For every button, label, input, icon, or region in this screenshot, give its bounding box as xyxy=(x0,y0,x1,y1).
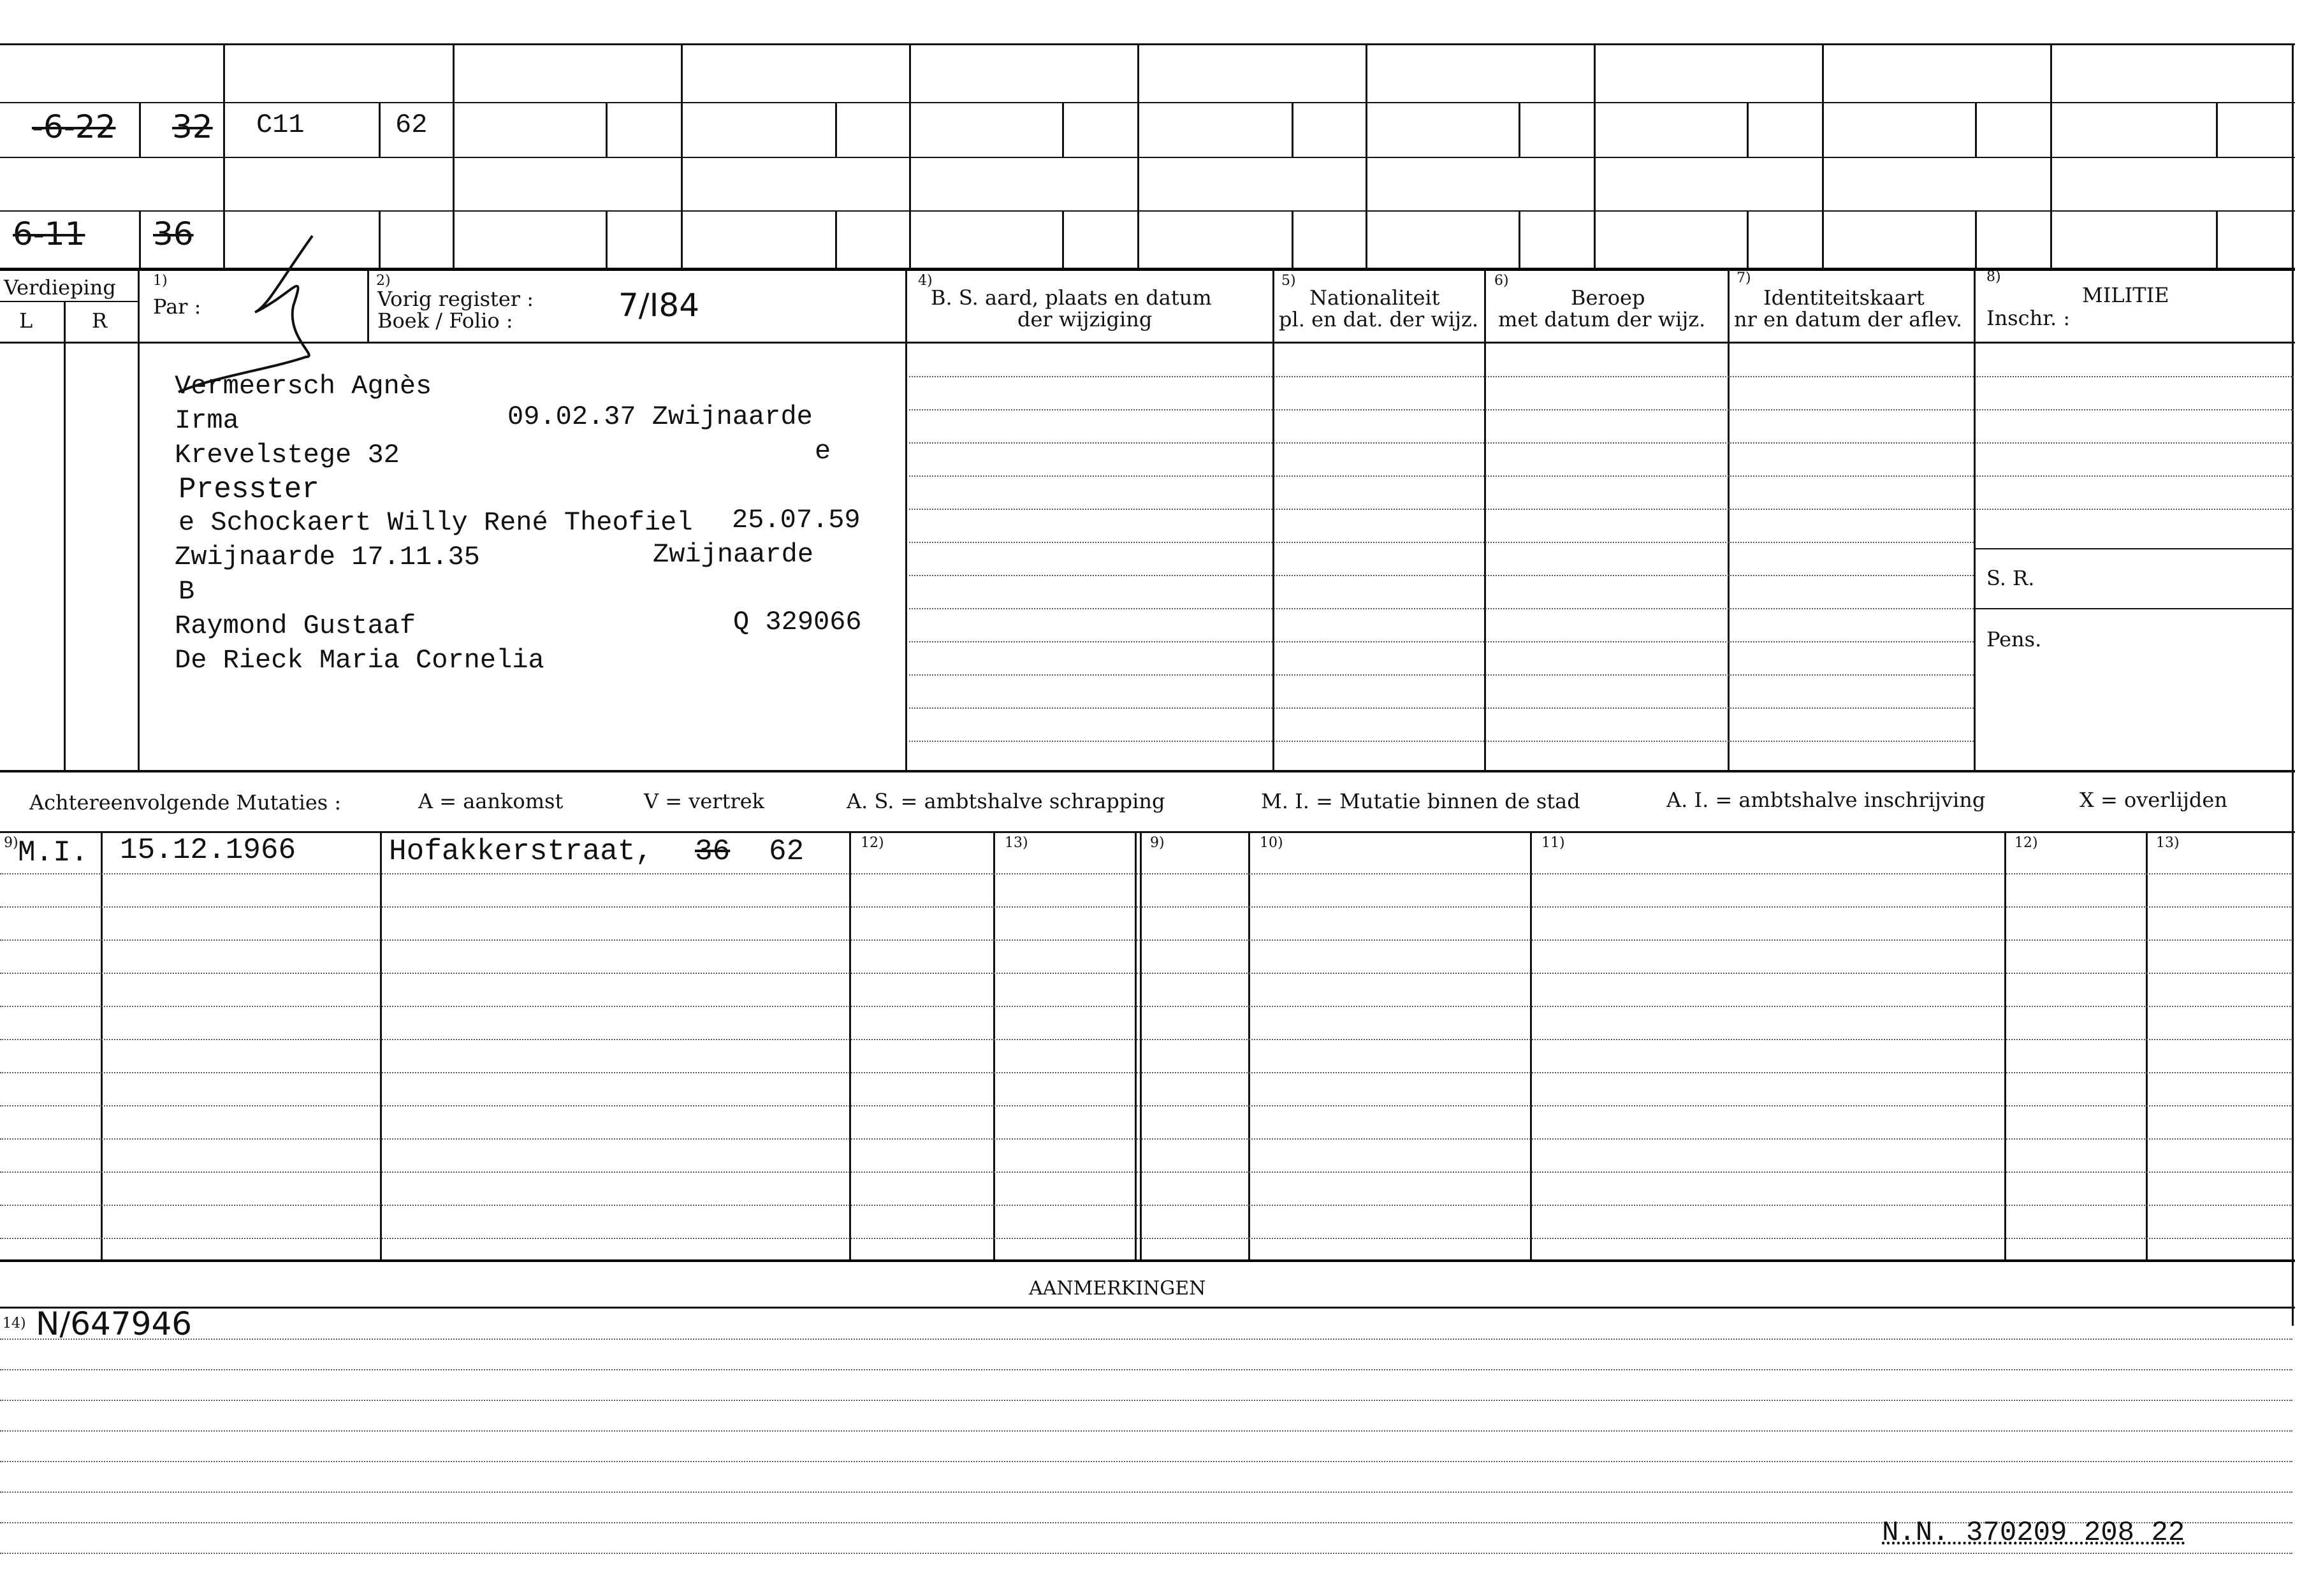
top-sub-15 xyxy=(1062,210,1064,268)
mut-v-6 xyxy=(1248,832,1250,1259)
top-row-line-1 xyxy=(0,102,2295,103)
mutation-table-bottom xyxy=(0,1259,2295,1262)
mut-v-4 xyxy=(993,832,995,1259)
top-row-line-2 xyxy=(0,157,2295,158)
aanmerkingen-title: AANMERKINGEN xyxy=(1029,1277,1206,1300)
top-v-4 xyxy=(909,45,911,269)
top-v-2 xyxy=(453,45,455,269)
id-header-2: nr en datum der aflev. xyxy=(1734,307,1963,331)
top-sub-1 xyxy=(139,102,141,157)
remark-dotted-line xyxy=(0,1461,2292,1462)
aanmerkingen-value: N/647946 xyxy=(36,1305,193,1342)
aanmerkingen-number: 14) xyxy=(3,1316,26,1331)
militie-header: MILITIE xyxy=(2082,283,2169,307)
col8-number: 8) xyxy=(1986,269,2001,285)
top-row2-date: 6-11 xyxy=(13,215,85,252)
entry-dotted-line xyxy=(909,575,1974,576)
militie-sr-label: S. R. xyxy=(1986,566,2035,590)
remark-dotted-line xyxy=(0,1491,2292,1493)
mut-col11-right: 11) xyxy=(1541,835,1565,851)
militie-dotted-line xyxy=(1975,509,2294,510)
nat-header-1: Nationaliteit xyxy=(1309,286,1440,310)
person-spouse-birth: Zwijnaarde 17.11.35 xyxy=(175,542,480,572)
mut-col9-right: 9) xyxy=(1150,835,1165,851)
mutation-dotted-line xyxy=(0,873,2292,874)
top-sub-18 xyxy=(1747,210,1749,268)
entry-dotted-line xyxy=(909,608,1974,609)
mut-col12-left: 12) xyxy=(861,835,884,851)
top-v-10 xyxy=(2292,45,2294,1326)
par-label: Par : xyxy=(153,294,201,319)
person-mother: De Rieck Maria Cornelia xyxy=(175,645,544,676)
entry-dotted-line xyxy=(909,509,1974,510)
mut-v-5a xyxy=(1135,832,1137,1259)
mut-v-1 xyxy=(101,832,103,1259)
mutation-dotted-line xyxy=(0,1072,2292,1073)
person-given-name: Irma xyxy=(175,405,239,436)
entry-dotted-line xyxy=(909,475,1974,477)
legend-schrapping: A. S. = ambtshalve schrapping xyxy=(847,789,1165,813)
col4-number: 4) xyxy=(918,273,933,289)
mutation-table-top xyxy=(0,831,2295,833)
mutation-dotted-line xyxy=(0,1105,2292,1106)
top-sub-5 xyxy=(1062,102,1064,157)
hdr-v-ber xyxy=(1484,269,1486,773)
top-sub-3 xyxy=(606,102,608,157)
person-occupation: Presster xyxy=(178,473,319,506)
legend-mutatie-stad: M. I. = Mutatie binnen de stad xyxy=(1261,789,1580,813)
mutation-old-number: 36 xyxy=(695,835,731,868)
person-id-number: Q 329066 xyxy=(733,607,862,637)
top-sub-10 xyxy=(2216,102,2218,157)
mutation-type: M.I. xyxy=(18,836,89,869)
top-row1-date: -6-22 xyxy=(32,108,116,145)
verdieping-sub xyxy=(0,301,139,302)
aanmerkingen-line xyxy=(0,1307,2295,1309)
beroep-header-1: Beroep xyxy=(1571,286,1645,310)
beroep-header-2: met datum der wijz. xyxy=(1498,307,1706,331)
verdieping-label: Verdieping xyxy=(4,275,116,300)
person-code-b: B xyxy=(178,576,195,607)
top-v-3 xyxy=(681,45,683,269)
militie-dotted-line xyxy=(1975,409,2294,410)
top-sub-9 xyxy=(1975,102,1977,157)
floor-right-label: R xyxy=(92,308,108,333)
nat-header-2: pl. en dat. der wijz. xyxy=(1279,307,1479,331)
vorig-register-label: Vorig register : xyxy=(377,287,534,311)
militie-pens-label: Pens. xyxy=(1986,627,2042,651)
top-sub-6 xyxy=(1292,102,1293,157)
remark-dotted-line xyxy=(0,1430,2292,1432)
militie-pens-line xyxy=(1975,608,2294,609)
hdr-v-lr xyxy=(64,301,66,773)
mutation-dotted-line xyxy=(0,1238,2292,1239)
top-v-6 xyxy=(1366,45,1367,269)
top-border xyxy=(0,43,2295,45)
top-sub-20 xyxy=(2216,210,2218,268)
national-number: N.N. 370209 208 22 xyxy=(1882,1517,2185,1549)
remark-dotted-line xyxy=(0,1338,2292,1340)
mutation-dotted-line xyxy=(0,1205,2292,1206)
col6-number: 6) xyxy=(1494,273,1509,289)
top-sub-4 xyxy=(835,102,837,157)
top-v-9 xyxy=(2050,45,2052,269)
entry-dotted-line xyxy=(909,741,1974,742)
hdr-v-verd xyxy=(138,269,140,773)
mutation-dotted-line xyxy=(0,973,2292,974)
top-v-8 xyxy=(1822,45,1824,269)
mut-v-3 xyxy=(849,832,851,1259)
mut-v-9 xyxy=(2146,832,2148,1259)
person-address: Krevelstege 32 xyxy=(175,440,400,470)
top-row1-val: 62 xyxy=(395,110,428,140)
person-birth: 09.02.37 Zwijnaarde xyxy=(507,402,813,432)
top-sub-14 xyxy=(835,210,837,268)
id-header-1: Identiteitskaart xyxy=(1763,286,1925,310)
mut-v-7 xyxy=(1530,832,1532,1259)
col5-number: 5) xyxy=(1281,273,1296,289)
boek-folio-label: Boek / Folio : xyxy=(377,308,513,333)
mut-v-5b xyxy=(1140,832,1142,1259)
hdr-v-id xyxy=(1728,269,1730,773)
entry-dotted-line xyxy=(909,442,1974,444)
mutation-street: Hofakkerstraat, xyxy=(389,835,653,868)
person-block-bottom xyxy=(0,770,2295,773)
mut-col10-right: 10) xyxy=(1260,835,1283,851)
mut-v-8 xyxy=(2004,832,2006,1259)
legend-inschrijving: A. I. = ambtshalve inschrijving xyxy=(1666,788,1986,812)
entry-dotted-line xyxy=(909,707,1974,709)
top-sub-13 xyxy=(606,210,608,268)
top-sub-7 xyxy=(1519,102,1520,157)
top-sub-2 xyxy=(379,102,381,157)
person-spouse-birthplace: Zwijnaarde xyxy=(653,539,814,570)
mutation-dotted-line xyxy=(0,1006,2292,1007)
hdr-v-nat xyxy=(1272,269,1274,773)
person-surname: Vermeersch Agnès xyxy=(175,371,432,402)
person-address-mark: e xyxy=(815,436,831,467)
remark-dotted-line xyxy=(0,1400,2292,1401)
remark-dotted-line xyxy=(0,1369,2292,1370)
mut-col13-right: 13) xyxy=(2156,835,2180,851)
militie-dotted-line xyxy=(1975,475,2294,477)
militie-sr-line xyxy=(1975,548,2294,549)
mutation-dotted-line xyxy=(0,939,2292,941)
entry-dotted-line xyxy=(909,674,1974,676)
top-sub-11 xyxy=(139,210,141,268)
par-handwritten-stroke xyxy=(166,229,395,395)
entry-dotted-line xyxy=(909,376,1974,377)
top-row1-code: C11 xyxy=(256,110,305,140)
mut-col13-left: 13) xyxy=(1005,835,1028,851)
bs-header-2: der wijziging xyxy=(1017,307,1153,331)
top-sub-16 xyxy=(1292,210,1293,268)
person-father: Raymond Gustaaf xyxy=(175,611,416,641)
top-row-line-3 xyxy=(0,210,2295,212)
mutation-new-number: 62 xyxy=(769,835,805,868)
militie-dotted-line xyxy=(1975,376,2294,377)
col7-number: 7) xyxy=(1737,270,1751,286)
top-sub-8 xyxy=(1747,102,1749,157)
top-row1-num: 32 xyxy=(172,108,213,145)
col1-number: 1) xyxy=(153,273,168,289)
top-v-7 xyxy=(1594,45,1596,269)
floor-left-label: L xyxy=(19,308,33,333)
top-row2-num: 36 xyxy=(153,215,194,252)
hdr-v-bs xyxy=(905,269,907,773)
entry-dotted-line xyxy=(909,542,1974,543)
militie-dotted-line xyxy=(1975,442,2294,444)
legend-aankomst: A = aankomst xyxy=(418,789,564,813)
person-marriage-date: 25.07.59 xyxy=(732,505,861,535)
person-spouse: e Schockaert Willy René Theofiel xyxy=(178,507,693,538)
register-value: 7/I84 xyxy=(618,287,700,324)
bs-header-1: B. S. aard, plaats en datum xyxy=(931,286,1212,310)
mutation-dotted-line xyxy=(0,1138,2292,1140)
mut-col9-left: 9) xyxy=(4,835,18,851)
mutation-dotted-line xyxy=(0,1039,2292,1040)
entry-dotted-line xyxy=(909,641,1974,642)
hdr-v-mil xyxy=(1974,269,1976,773)
mutaties-label: Achtereenvolgende Mutaties : xyxy=(29,790,342,815)
top-v-5 xyxy=(1137,45,1139,269)
entry-dotted-line xyxy=(909,409,1974,410)
mut-v-2 xyxy=(380,832,382,1259)
legend-overlijden: X = overlijden xyxy=(2080,788,2227,812)
top-sub-17 xyxy=(1519,210,1520,268)
mutation-date: 15.12.1966 xyxy=(120,834,296,867)
remark-dotted-line xyxy=(0,1553,2292,1554)
mutation-dotted-line xyxy=(0,1172,2292,1173)
top-sub-19 xyxy=(1975,210,1977,268)
col2-number: 2) xyxy=(376,273,391,289)
legend-vertrek: V = vertrek xyxy=(644,789,765,813)
mutation-dotted-line xyxy=(0,906,2292,908)
mut-col12-right: 12) xyxy=(2014,835,2038,851)
inschr-label: Inschr. : xyxy=(1986,306,2071,330)
